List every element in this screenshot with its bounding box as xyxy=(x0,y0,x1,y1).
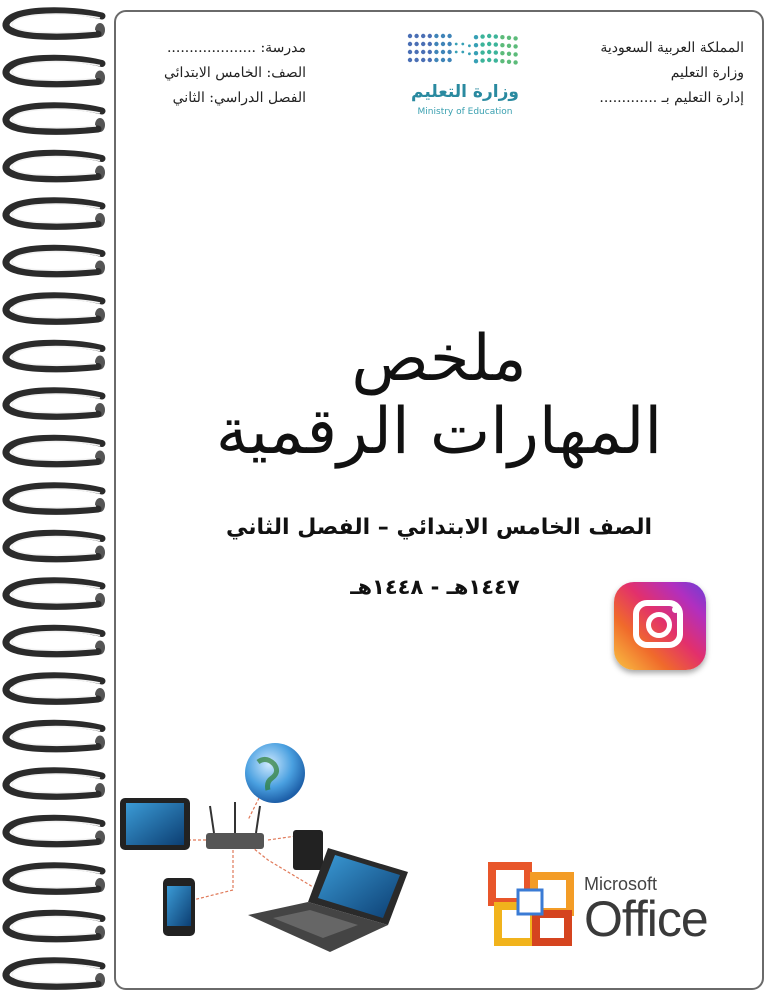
ministry-label: وزارة التعليم xyxy=(670,65,744,81)
spiral-ring xyxy=(6,676,105,702)
spiral-ring xyxy=(6,153,105,179)
page-title: ملخص xyxy=(351,322,527,396)
spiral-ring xyxy=(6,581,105,607)
semester-label: الفصل الدراسي: الثاني xyxy=(172,90,306,106)
instagram-icon xyxy=(614,582,706,670)
header-right xyxy=(599,36,744,111)
spiral-ring xyxy=(6,106,105,132)
storage-drive-icon xyxy=(293,830,323,870)
school-field: مدرسة: .................... xyxy=(166,40,306,56)
spiral-ring xyxy=(6,771,105,797)
spiral-binding xyxy=(0,0,118,1000)
network-devices-illustration xyxy=(118,740,418,970)
ministry-logo-english: Ministry of Education xyxy=(417,107,513,117)
spiral-ring xyxy=(6,296,105,322)
router-icon xyxy=(206,833,264,849)
spiral-ring xyxy=(6,11,105,37)
spiral-ring xyxy=(6,343,105,369)
country-label: المملكة العربية السعودية xyxy=(600,40,744,56)
microsoft-office-logo xyxy=(488,860,738,955)
spiral-ring xyxy=(6,818,105,844)
spiral-ring xyxy=(6,628,105,654)
office-wordmark: Office xyxy=(584,891,708,947)
grade-label: الصف: الخامس الابتدائي xyxy=(163,65,306,81)
spiral-ring xyxy=(6,58,105,84)
microsoft-wordmark: Microsoft xyxy=(584,874,658,894)
spiral-ring xyxy=(6,723,105,749)
office-logo-icon xyxy=(488,860,578,950)
header-left xyxy=(136,36,306,111)
spiral-ring xyxy=(6,961,105,987)
spiral-ring xyxy=(6,866,105,892)
spiral-ring xyxy=(6,913,105,939)
spiral-ring xyxy=(6,486,105,512)
spiral-ring xyxy=(6,201,105,227)
page-title-subject: المهارات الرقمية xyxy=(215,395,663,469)
grade-semester-subtitle: الصف الخامس الابتدائي – الفصل الثاني xyxy=(225,515,653,540)
spiral-ring xyxy=(6,533,105,559)
education-admin-label: إدارة التعليم بـ ............. xyxy=(599,90,744,106)
academic-years: ١٤٤٧هـ - ١٤٤٨هـ xyxy=(350,575,520,599)
spiral-ring xyxy=(6,248,105,274)
ministry-logo xyxy=(400,28,530,124)
ministry-logo-dots-icon xyxy=(400,28,530,80)
spiral-ring xyxy=(6,438,105,464)
spiral-ring xyxy=(6,391,105,417)
ministry-logo-arabic: وزارة التعليم xyxy=(411,82,519,102)
